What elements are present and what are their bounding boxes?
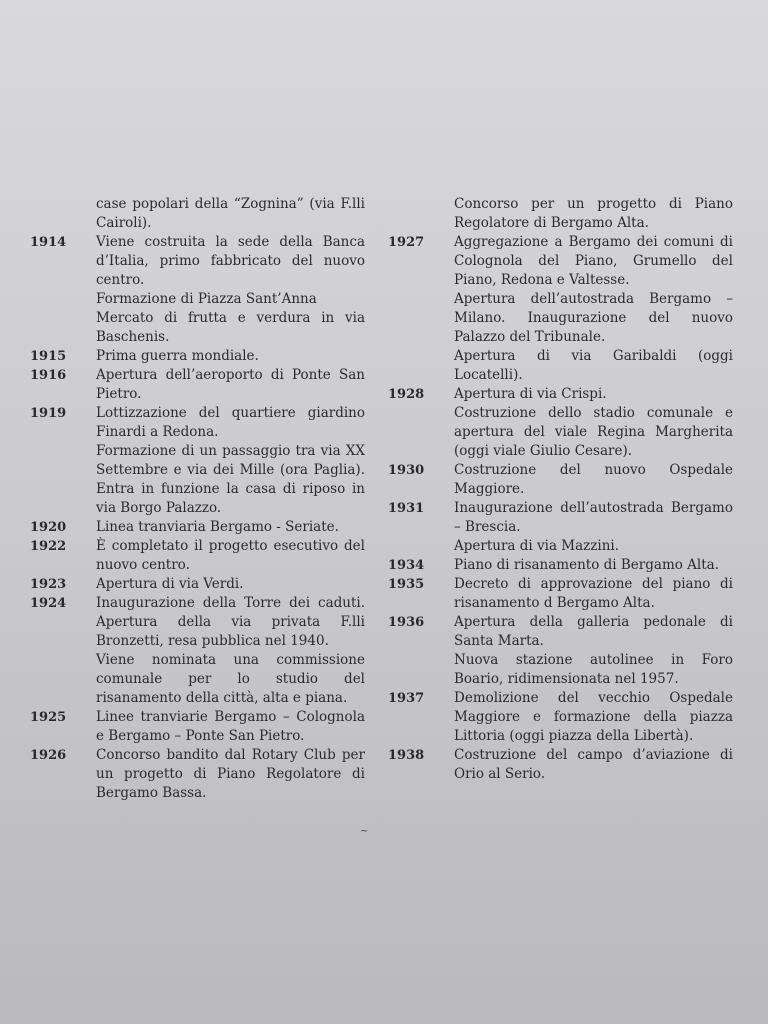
timeline-entry bbox=[30, 537, 365, 575]
timeline-events bbox=[96, 708, 365, 746]
timeline-events bbox=[96, 575, 365, 594]
timeline-year: 1935 bbox=[388, 577, 425, 592]
timeline-events bbox=[454, 195, 733, 233]
timeline-year: 1937 bbox=[388, 691, 425, 706]
timeline-event-text: Inaugurazione dell’autostrada Bergamo – Brescia. bbox=[454, 500, 733, 535]
timeline-year: 1928 bbox=[388, 387, 425, 402]
timeline-event-text: Demolizione del vecchio Ospedale Maggiore e formazione della piazza Littoria (oggi piazza della Libertà). bbox=[454, 690, 733, 744]
timeline-events bbox=[96, 404, 365, 518]
timeline-event-text: Apertura dell’autostrada Bergamo – Milano. Inaugurazione del nuovo Palazzo del Tribunale. bbox=[454, 291, 733, 345]
timeline-event-text: Apertura di via Garibaldi (oggi Locatelli). bbox=[454, 348, 733, 383]
timeline-year: 1919 bbox=[30, 406, 67, 421]
timeline-event-text: Inaugurazione della Torre dei caduti. Apertura della via privata F.lli Bronzetti, resa pubblica nel 1940. bbox=[96, 595, 365, 649]
timeline-events bbox=[454, 746, 733, 784]
timeline-event-text: Apertura di via Mazzini. bbox=[454, 538, 619, 554]
timeline-entry bbox=[30, 518, 365, 537]
timeline-entry bbox=[30, 746, 365, 803]
timeline-entry bbox=[388, 385, 733, 461]
timeline-year: 1925 bbox=[30, 710, 67, 725]
timeline-events bbox=[96, 366, 365, 404]
timeline-event-text: Costruzione del campo d’aviazione di Orio al Serio. bbox=[454, 747, 733, 782]
timeline-year: 1923 bbox=[30, 577, 67, 592]
timeline-event-text: È completato il progetto esecutivo del nuovo centro. bbox=[96, 538, 365, 573]
timeline-events bbox=[454, 575, 733, 613]
timeline-event-text: Costruzione dello stadio comunale e apertura del viale Regina Margherita (oggi viale Giulio Cesare). bbox=[454, 405, 733, 459]
timeline-year: 1915 bbox=[30, 349, 67, 364]
timeline-entry bbox=[388, 689, 733, 746]
timeline-event-text: Concorso per un progetto di Piano Regolatore di Bergamo Alta. bbox=[454, 196, 733, 231]
timeline-entry bbox=[30, 233, 365, 347]
timeline-events bbox=[454, 233, 733, 385]
timeline-event-text: Aggregazione a Bergamo dei comuni di Colognola del Piano, Grumello del Piano, Redona e Valtesse. bbox=[454, 234, 733, 288]
timeline-year: 1920 bbox=[30, 520, 67, 535]
timeline-events bbox=[454, 385, 733, 461]
timeline-events bbox=[454, 461, 733, 499]
timeline-event-text: Costruzione del nuovo Ospedale Maggiore. bbox=[454, 462, 733, 497]
timeline-event-text: Linea tranviaria Bergamo - Seriate. bbox=[96, 519, 339, 535]
timeline-event-text: Concorso bandito dal Rotary Club per un progetto di Piano Regolatore di Bergamo Bassa. bbox=[96, 747, 365, 801]
timeline-year: 1934 bbox=[388, 558, 425, 573]
timeline-event-text: Apertura dell’aeroporto di Ponte San Pietro. bbox=[96, 367, 365, 402]
timeline-entry bbox=[30, 575, 365, 594]
timeline-event-text: Prima guerra mondiale. bbox=[96, 348, 259, 364]
timeline-entry bbox=[388, 575, 733, 613]
timeline-event-text: Apertura di via Crispi. bbox=[454, 386, 607, 402]
timeline-entry bbox=[388, 195, 733, 233]
left-column bbox=[30, 195, 365, 803]
timeline-events bbox=[96, 746, 365, 803]
timeline-event-text: Viene costruita la sede della Banca d’Italia, primo fabbricato del nuovo centro. bbox=[96, 234, 365, 288]
timeline-year: 1936 bbox=[388, 615, 425, 630]
timeline-event-text: Mercato di frutta e verdura in via Baschenis. bbox=[96, 310, 365, 345]
timeline-year: 1922 bbox=[30, 539, 67, 554]
timeline-year: 1916 bbox=[30, 368, 67, 383]
timeline-event-text: Nuova stazione autolinee in Foro Boario, ridimensionata nel 1957. bbox=[454, 652, 733, 687]
timeline-entry bbox=[30, 404, 365, 518]
timeline-event-text: Lottizzazione del quartiere giardino Finardi a Redona. bbox=[96, 405, 365, 440]
timeline-events bbox=[96, 518, 365, 537]
timeline-events bbox=[96, 537, 365, 575]
timeline-entry bbox=[30, 195, 365, 233]
timeline-entry bbox=[388, 233, 733, 385]
timeline-entry bbox=[388, 613, 733, 689]
timeline-events bbox=[454, 613, 733, 689]
page-number: ~ bbox=[360, 826, 370, 837]
right-column bbox=[388, 195, 733, 784]
timeline-event-text: Apertura della galleria pedonale di Santa Marta. bbox=[454, 614, 733, 649]
timeline-entry bbox=[388, 556, 733, 575]
timeline-year: 1926 bbox=[30, 748, 67, 763]
timeline-year: 1930 bbox=[388, 463, 425, 478]
timeline-events bbox=[454, 689, 733, 746]
timeline-event-text: Piano di risanamento di Bergamo Alta. bbox=[454, 557, 719, 573]
timeline-entry bbox=[388, 461, 733, 499]
timeline-event-text: Formazione di un passaggio tra via XX Settembre e via dei Mille (ora Paglia). Entra in funzione la casa di riposo in via Borgo Palazzo. bbox=[96, 443, 365, 516]
timeline-entry bbox=[30, 347, 365, 366]
timeline-event-text: Formazione di Piazza Sant’Anna bbox=[96, 291, 317, 307]
timeline-events bbox=[96, 347, 365, 366]
timeline-events bbox=[96, 594, 365, 708]
timeline-entry bbox=[388, 746, 733, 784]
timeline-event-text: Linee tranviarie Bergamo – Colognola e Bergamo – Ponte San Pietro. bbox=[96, 709, 365, 744]
timeline-event-text: Apertura di via Verdi. bbox=[96, 576, 244, 592]
timeline-events bbox=[454, 499, 733, 556]
timeline-year: 1914 bbox=[30, 235, 67, 250]
timeline-year: 1924 bbox=[30, 596, 67, 611]
timeline-year: 1927 bbox=[388, 235, 425, 250]
timeline-year: 1938 bbox=[388, 748, 425, 763]
timeline-entry bbox=[30, 366, 365, 404]
timeline-entry bbox=[30, 594, 365, 708]
timeline-events bbox=[454, 556, 733, 575]
timeline-events bbox=[96, 233, 365, 347]
timeline-event-text: Decreto di approvazione del piano di risanamento d Bergamo Alta. bbox=[454, 576, 733, 611]
timeline-event-text: Viene nominata una commissione comunale per lo studio del risanamento della città, alta e piana. bbox=[96, 652, 365, 706]
timeline-event-text: case popolari della “Zognina” (via F.lli Cairoli). bbox=[96, 196, 365, 231]
timeline-entry bbox=[30, 708, 365, 746]
timeline-entry bbox=[388, 499, 733, 556]
timeline-year: 1931 bbox=[388, 501, 425, 516]
timeline-events bbox=[96, 195, 365, 233]
